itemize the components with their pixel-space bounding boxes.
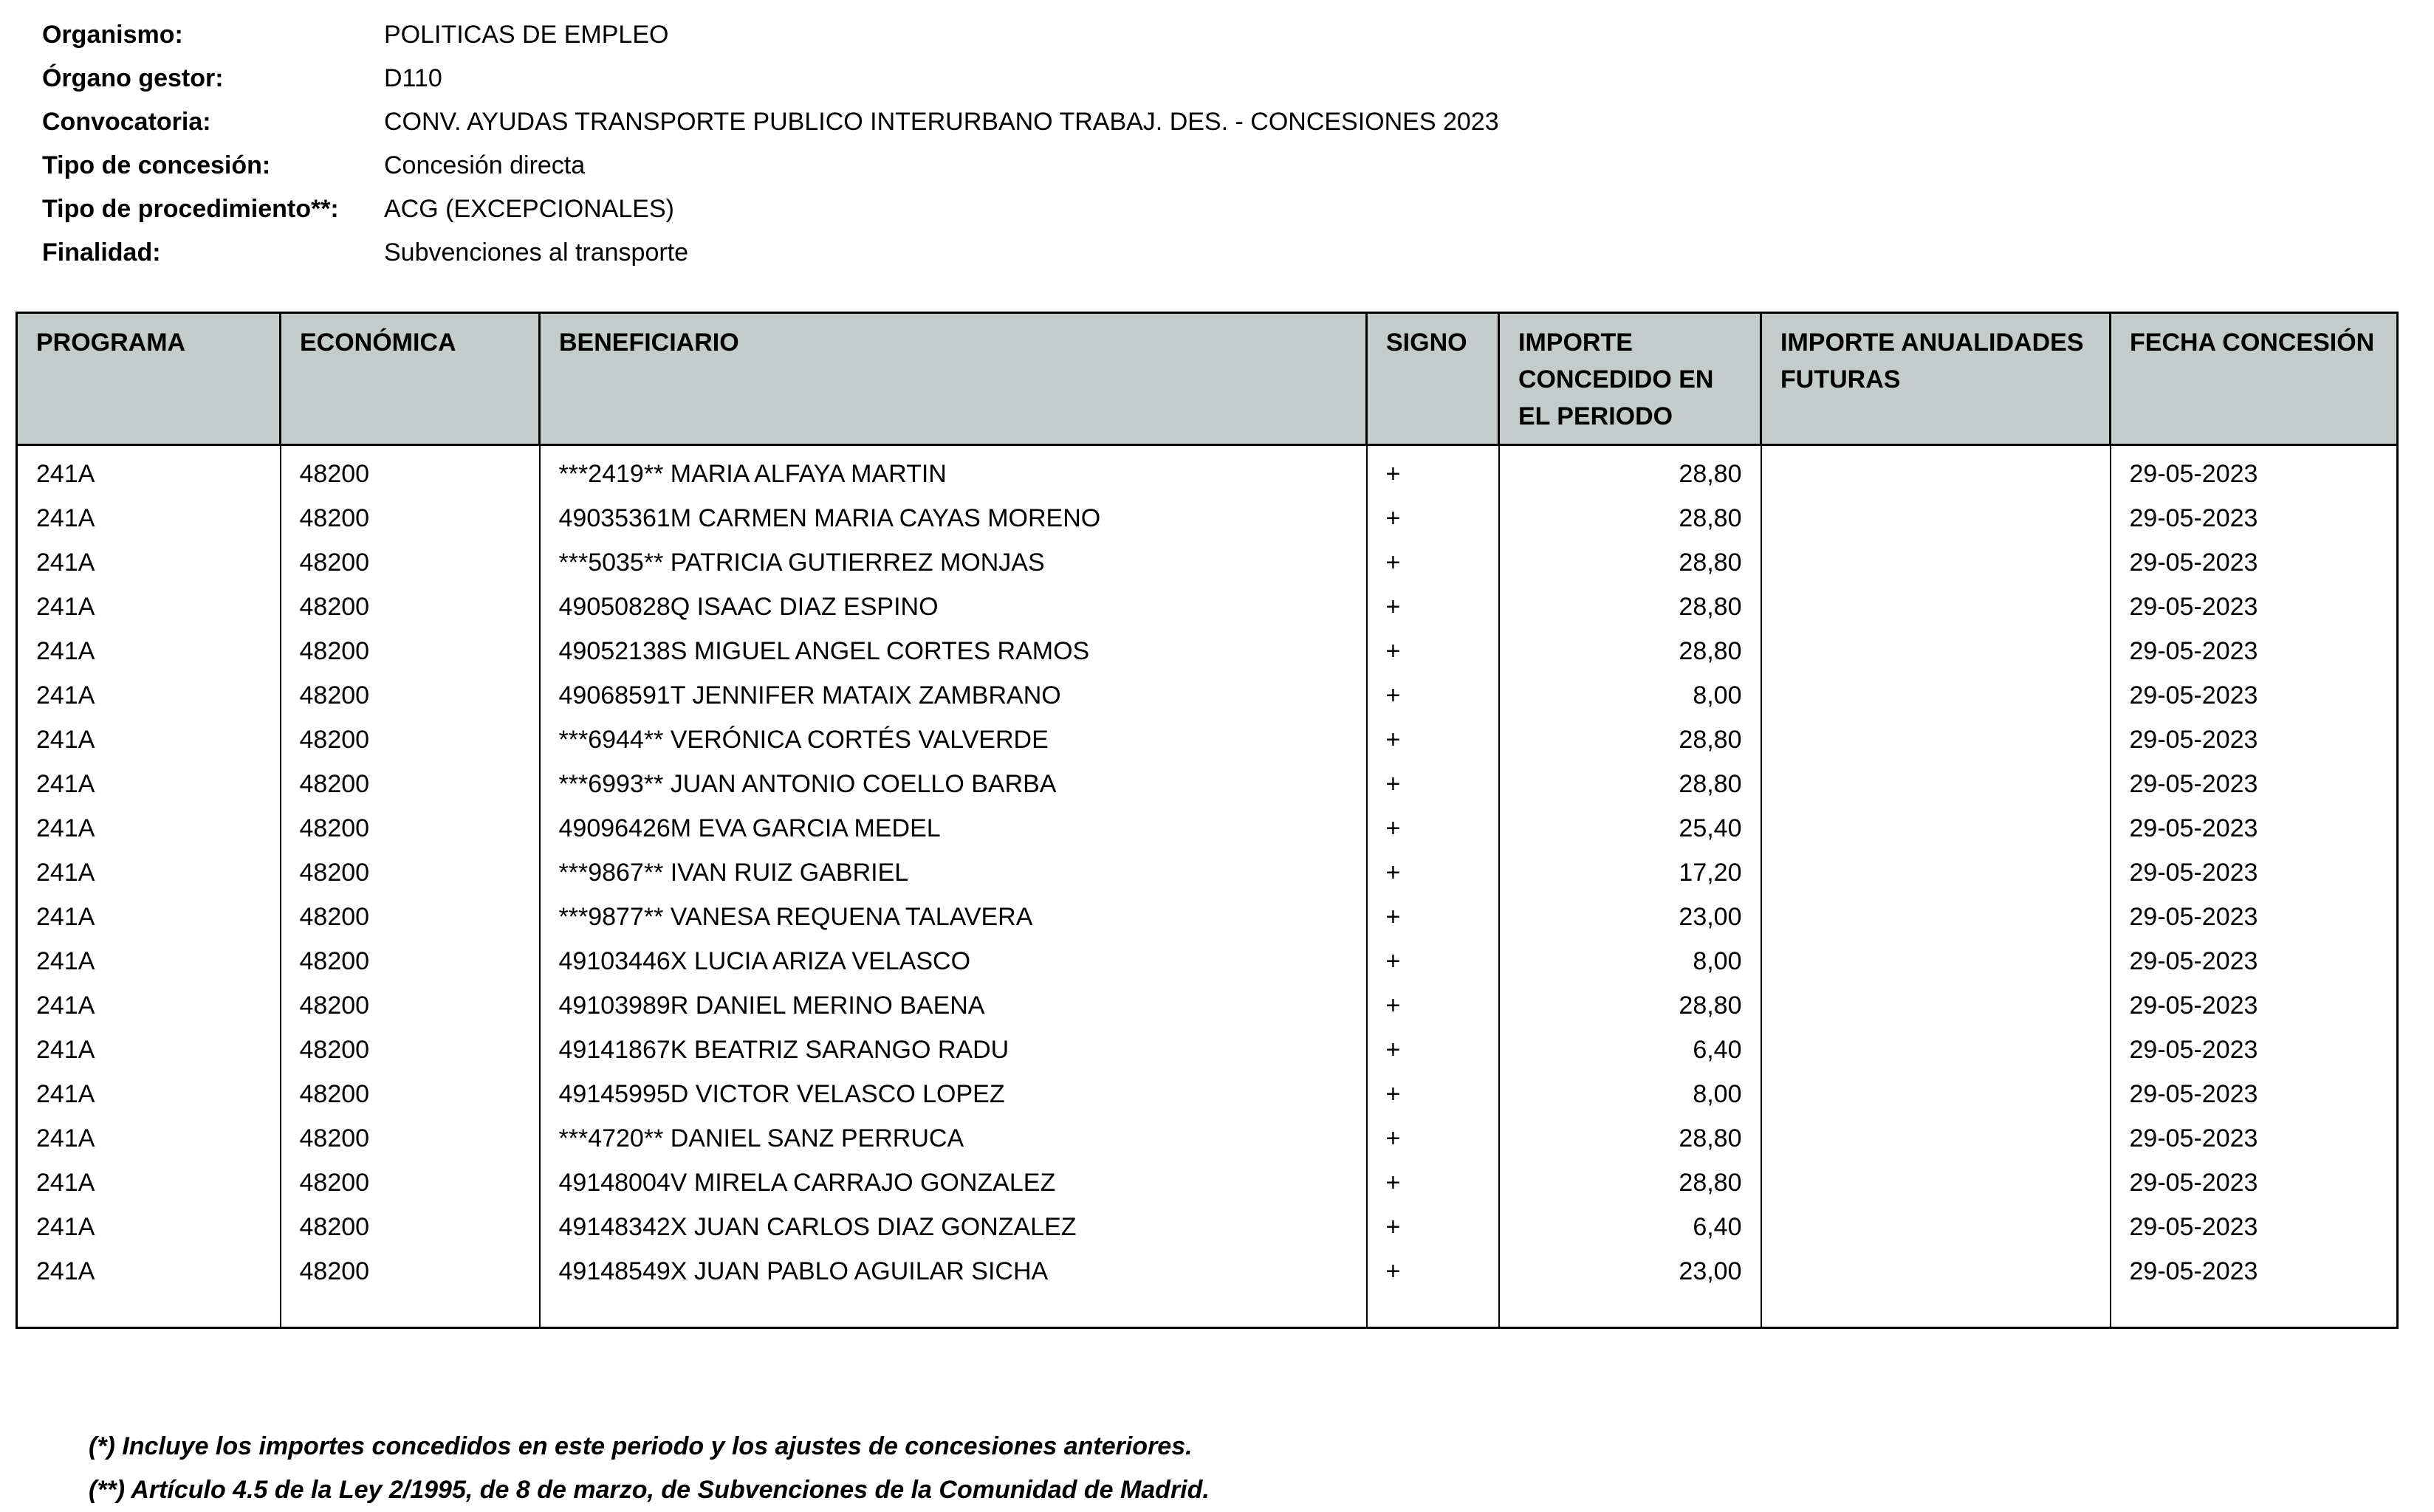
cell-economica: 48200 [281,673,540,718]
cell-importe: 28,80 [1499,983,1761,1028]
table-row [17,850,2398,895]
cell-beneficiario: 49050828Q ISAAC DIAZ ESPINO [540,585,1367,629]
cell-anualidades [1761,895,2111,939]
cell-beneficiario: 49148342X JUAN CARLOS DIAZ GONZALEZ [540,1205,1367,1249]
cell-beneficiario: ***6944** VERÓNICA CORTÉS VALVERDE [540,718,1367,762]
column-header-economica: ECONÓMICA [281,313,540,445]
cell-anualidades [1761,983,2111,1028]
cell-beneficiario: 49096426M EVA GARCIA MEDEL [540,806,1367,850]
table-row [17,983,2398,1028]
cell-economica: 48200 [281,629,540,673]
cell-anualidades [1761,1205,2111,1249]
table-row [17,445,2398,497]
filler-cell [281,1293,540,1328]
cell-programa: 241A [17,1116,281,1161]
meta-label: Órgano gestor: [42,64,224,92]
filler-cell [1761,1293,2111,1328]
table-body [17,445,2398,1328]
cell-programa: 241A [17,1072,281,1116]
cell-importe: 8,00 [1499,673,1761,718]
table-row [17,629,2398,673]
cell-economica: 48200 [281,540,540,585]
cell-signo: + [1367,806,1499,850]
cell-anualidades [1761,673,2111,718]
cell-fecha: 29-05-2023 [2111,806,2398,850]
cell-beneficiario: ***9867** IVAN RUIZ GABRIEL [540,850,1367,895]
cell-signo: + [1367,983,1499,1028]
table-row [17,1116,2398,1161]
meta-row-tipo-concesion [42,144,2434,188]
table-row [17,1072,2398,1116]
table-row [17,496,2398,540]
cell-beneficiario: ***2419** MARIA ALFAYA MARTIN [540,445,1367,497]
cell-economica: 48200 [281,1116,540,1161]
cell-importe: 25,40 [1499,806,1761,850]
table-header [17,313,2398,445]
table-row [17,540,2398,585]
cell-economica: 48200 [281,718,540,762]
table-row [17,1205,2398,1249]
cell-programa: 241A [17,850,281,895]
cell-fecha: 29-05-2023 [2111,1072,2398,1116]
document-header [0,0,2434,275]
cell-signo: + [1367,585,1499,629]
meta-row-organo-gestor [42,57,2434,100]
table-row [17,1161,2398,1205]
cell-economica: 48200 [281,1072,540,1116]
filler-cell [17,1293,281,1328]
meta-label: Organismo: [42,21,183,49]
cell-importe: 6,40 [1499,1028,1761,1072]
table-row [17,585,2398,629]
meta-value: Subvenciones al transporte [384,238,689,267]
cell-economica: 48200 [281,762,540,806]
cell-signo: + [1367,629,1499,673]
meta-label: Finalidad: [42,238,161,267]
cell-anualidades [1761,806,2111,850]
cell-economica: 48200 [281,1161,540,1205]
cell-signo: + [1367,939,1499,983]
cell-beneficiario: 49035361M CARMEN MARIA CAYAS MORENO [540,496,1367,540]
table-row [17,673,2398,718]
cell-fecha: 29-05-2023 [2111,895,2398,939]
cell-beneficiario: ***6993** JUAN ANTONIO COELLO BARBA [540,762,1367,806]
table-row [17,1249,2398,1293]
cell-beneficiario: 49148549X JUAN PABLO AGUILAR SICHA [540,1249,1367,1293]
cell-anualidades [1761,939,2111,983]
cell-economica: 48200 [281,939,540,983]
table-row [17,762,2398,806]
cell-programa: 241A [17,673,281,718]
cell-fecha: 29-05-2023 [2111,762,2398,806]
cell-signo: + [1367,1249,1499,1293]
cell-signo: + [1367,895,1499,939]
column-header-programa: PROGRAMA [17,313,281,445]
cell-programa: 241A [17,585,281,629]
meta-row-finalidad [42,231,2434,275]
cell-anualidades [1761,850,2111,895]
cell-importe: 23,00 [1499,895,1761,939]
cell-fecha: 29-05-2023 [2111,1161,2398,1205]
cell-importe: 8,00 [1499,1072,1761,1116]
cell-programa: 241A [17,983,281,1028]
cell-economica: 48200 [281,445,540,497]
cell-anualidades [1761,1161,2111,1205]
cell-fecha: 29-05-2023 [2111,1116,2398,1161]
filler-cell [1367,1293,1499,1328]
cell-anualidades [1761,1116,2111,1161]
cell-anualidades [1761,629,2111,673]
cell-fecha: 29-05-2023 [2111,1028,2398,1072]
footnotes [89,1425,2434,1512]
cell-programa: 241A [17,629,281,673]
meta-row-organismo [42,13,2434,57]
cell-programa: 241A [17,1249,281,1293]
table-row [17,806,2398,850]
meta-label: Convocatoria: [42,108,211,136]
cell-fecha: 29-05-2023 [2111,1249,2398,1293]
column-header-importe: IMPORTE CONCEDIDO EN EL PERIODO [1499,313,1761,445]
cell-programa: 241A [17,496,281,540]
footnote-asterisk: (*) Incluye los importes concedidos en este periodo y los ajustes de concesiones anteriores. [89,1432,1193,1460]
meta-value: POLITICAS DE EMPLEO [384,21,669,49]
cell-importe: 28,80 [1499,540,1761,585]
cell-beneficiario: 49145995D VICTOR VELASCO LOPEZ [540,1072,1367,1116]
cell-programa: 241A [17,540,281,585]
cell-signo: + [1367,1205,1499,1249]
cell-importe: 17,20 [1499,850,1761,895]
cell-beneficiario: 49148004V MIRELA CARRAJO GONZALEZ [540,1161,1367,1205]
cell-beneficiario: ***4720** DANIEL SANZ PERRUCA [540,1116,1367,1161]
cell-fecha: 29-05-2023 [2111,718,2398,762]
cell-signo: + [1367,1116,1499,1161]
cell-signo: + [1367,540,1499,585]
cell-economica: 48200 [281,850,540,895]
cell-fecha: 29-05-2023 [2111,496,2398,540]
cell-economica: 48200 [281,983,540,1028]
table-row [17,895,2398,939]
table-row [17,1028,2398,1072]
column-header-signo: SIGNO [1367,313,1499,445]
cell-beneficiario: 49103446X LUCIA ARIZA VELASCO [540,939,1367,983]
meta-label: Tipo de procedimiento**: [42,195,339,223]
cell-signo: + [1367,673,1499,718]
meta-row-tipo-procedimiento [42,188,2434,231]
cell-anualidades [1761,762,2111,806]
cell-programa: 241A [17,1161,281,1205]
cell-importe: 28,80 [1499,718,1761,762]
cell-importe: 28,80 [1499,762,1761,806]
cell-importe: 28,80 [1499,496,1761,540]
cell-importe: 23,00 [1499,1249,1761,1293]
cell-anualidades [1761,1028,2111,1072]
cell-beneficiario: ***9877** VANESA REQUENA TALAVERA [540,895,1367,939]
table-header-row [17,313,2398,445]
cell-economica: 48200 [281,1028,540,1072]
cell-fecha: 29-05-2023 [2111,445,2398,497]
filler-cell [1499,1293,1761,1328]
cell-programa: 241A [17,939,281,983]
meta-value: Concesión directa [384,151,586,179]
meta-value: D110 [384,64,442,92]
column-header-beneficiario: BENEFICIARIO [540,313,1367,445]
meta-value: ACG (EXCEPCIONALES) [384,195,674,223]
cell-importe: 28,80 [1499,445,1761,497]
cell-anualidades [1761,1249,2111,1293]
cell-importe: 28,80 [1499,585,1761,629]
cell-signo: + [1367,445,1499,497]
cell-economica: 48200 [281,1205,540,1249]
cell-signo: + [1367,1028,1499,1072]
meta-row-convocatoria [42,100,2434,144]
cell-economica: 48200 [281,895,540,939]
cell-signo: + [1367,1161,1499,1205]
cell-signo: + [1367,762,1499,806]
grants-table [16,312,2399,1329]
cell-beneficiario: ***5035** PATRICIA GUTIERREZ MONJAS [540,540,1367,585]
cell-importe: 28,80 [1499,1116,1761,1161]
footnote-double-asterisk: (**) Artículo 4.5 de la Ley 2/1995, de 8 de marzo, de Subvenciones de la Comunidad de Madrid. [89,1476,1210,1504]
table-row [17,939,2398,983]
cell-fecha: 29-05-2023 [2111,939,2398,983]
cell-economica: 48200 [281,496,540,540]
filler-cell [2111,1293,2398,1328]
cell-anualidades [1761,718,2111,762]
cell-programa: 241A [17,762,281,806]
cell-anualidades [1761,496,2111,540]
cell-fecha: 29-05-2023 [2111,850,2398,895]
cell-importe: 8,00 [1499,939,1761,983]
cell-fecha: 29-05-2023 [2111,629,2398,673]
cell-economica: 48200 [281,1249,540,1293]
cell-programa: 241A [17,1205,281,1249]
cell-signo: + [1367,496,1499,540]
cell-signo: + [1367,1072,1499,1116]
cell-beneficiario: 49068591T JENNIFER MATAIX ZAMBRANO [540,673,1367,718]
column-header-fecha: FECHA CONCESIÓN [2111,313,2398,445]
cell-fecha: 29-05-2023 [2111,983,2398,1028]
cell-programa: 241A [17,806,281,850]
cell-anualidades [1761,585,2111,629]
meta-value: CONV. AYUDAS TRANSPORTE PUBLICO INTERURBANO TRABAJ. DES. - CONCESIONES 2023 [384,108,1499,136]
column-header-anualidades: IMPORTE ANUALIDADES FUTURAS [1761,313,2111,445]
cell-fecha: 29-05-2023 [2111,673,2398,718]
filler-cell [540,1293,1367,1328]
cell-anualidades [1761,1072,2111,1116]
cell-programa: 241A [17,445,281,497]
cell-anualidades [1761,540,2111,585]
cell-fecha: 29-05-2023 [2111,1205,2398,1249]
cell-importe: 28,80 [1499,629,1761,673]
cell-signo: + [1367,718,1499,762]
cell-beneficiario: 49141867K BEATRIZ SARANGO RADU [540,1028,1367,1072]
cell-fecha: 29-05-2023 [2111,540,2398,585]
cell-importe: 28,80 [1499,1161,1761,1205]
cell-economica: 48200 [281,585,540,629]
meta-label: Tipo de concesión: [42,151,271,179]
cell-beneficiario: 49052138S MIGUEL ANGEL CORTES RAMOS [540,629,1367,673]
cell-programa: 241A [17,718,281,762]
cell-importe: 6,40 [1499,1205,1761,1249]
cell-anualidades [1761,445,2111,497]
cell-beneficiario: 49103989R DANIEL MERINO BAENA [540,983,1367,1028]
cell-programa: 241A [17,1028,281,1072]
table-row [17,718,2398,762]
table-filler-row [17,1293,2398,1328]
cell-signo: + [1367,850,1499,895]
cell-economica: 48200 [281,806,540,850]
cell-programa: 241A [17,895,281,939]
cell-fecha: 29-05-2023 [2111,585,2398,629]
